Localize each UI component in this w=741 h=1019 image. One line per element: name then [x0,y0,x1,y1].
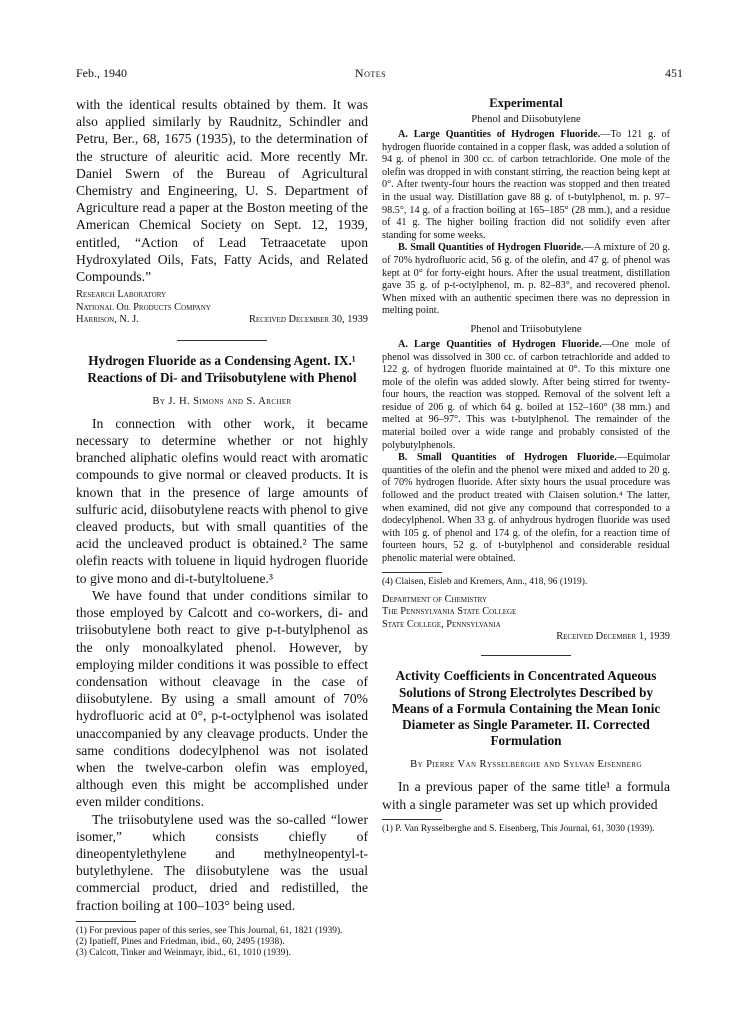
header-date: Feb., 1940 [76,66,127,80]
left-column [76,96,368,959]
address-block [76,289,368,326]
experimental-paragraph: B. Small Quantities of Hydrogen Fluoride.—A mixture of 20 g. of 70% hydrofluoric acid, 56 g. of the olefin, and 47 g. of phenol was kept at 0° for forty-eight hours. After the usual treatment, distillation gave 35 g. of p-t-octylphenol, m. p. 82–83°, and recovered phenol. When mixed with an authentic specimen there was no depression in melting point. [382,242,671,317]
continued-paragraph: with the identical results obtained by them. It was also applied similarly by Raudnitz, Schindler and Petru, Ber., 68, 1675 (1935), to the determination of the structure of aleuritic acid. More recently Mr. Daniel Swern of the Bureau of Agricultural Chemistry and Engineering, U. S. Department of Agriculture read a paper at the Boston meeting of the American Chemical Society on Sept. 12, 1939, entitled, “Action of Lead Tetraacetate upon Hydroxylated Oils, Fats, Fatty Acids, and Related Compounds.” [76,97,368,285]
footnote-rule [382,819,442,820]
article-title: Hydrogen Fluoride as a Condensing Agent. IX.¹ Reactions of Di- and Triisobutylene with Phenol [87,353,357,385]
address-line-with-received: Harrison, N. J. Received December 30, 1939 [76,314,368,326]
footnote: (3) Calcott, Tinker and Weinmayr, ibid., 61, 1010 (1939). [76,948,291,959]
header-section: Notes [354,66,387,80]
article-byline: By J. H. Simons and S. Archer [152,395,292,407]
footnote-rule [382,572,442,573]
article-byline: By Pierre Van Rysselberghe and Sylvan Eisenberg [410,759,642,771]
experimental-paragraph: A. Large Quantities of Hydrogen Fluoride.—To 121 g. of hydrogen fluoride contained in a copper flask, was added a solution of 94 g. of phenol in 300 cc. of carbon tetrachloride. One mole of the olefin was dropped in with constant stirring, the reaction being kept at 0°. After twenty-four hours the reaction was stopped and then treated in the usual way. Distillation gave 88 g. of t-butylphenol, m. p. 97–98.5°, 14 g. of a fraction boiling at 165–185° (28 mm.), and a residue of 41 g. The higher boiling fraction did not solidify even after standing for some weeks. [382,129,670,241]
footnote: (1) P. Van Rysselberghe and S. Eisenberg, This Journal, 61, 3030 (1939). [382,823,655,834]
experimental-paragraph: A. Large Quantities of Hydrogen Fluoride.—One mole of phenol was dissolved in 300 cc. of carbon tetrachloride and added to 122 g. of hydrogen fluoride maintained at 0°. To this mixture one mole of the olefin was added slowly. After being stirred for twenty-four hours, the reaction was stopped. Removal of the solvent left a residue of 206 g. of which 64 g. boiled at 152–160° (38 mm.) and melted at 96–97°. This was t-butylphenol. The remainder of the material boiled over a wide range and probably consisted of the polybutylphenols. [382,338,670,451]
section-rule [481,655,571,656]
header-page-number: 451 [665,66,683,80]
footnote-rule [76,921,136,922]
body-paragraph: We have found that under conditions similar to those employed by Calcott and co-workers, di- and triisobutylene both react to give p-t-butylphenol as the only monoalkylated phenol. However, by employing milder conditions it was possible to effect condensation without cleavage in the case of diisobutylene. By using a small amount of 70% hydrofluoric acid at 0°, p-t-octylphenol was isolated unaccompanied by any cleavage products. Under the same conditions dodecylphenol was not isolated when the twelve-carbon olefin was employed, although even this might be accomplished under even milder conditions. [76,587,368,810]
received-date: Received December 30, 1939 [249,314,368,326]
address-line: National Oil Products Company [76,301,211,313]
subheading: Phenol and Triisobutylene [470,323,582,335]
address-line: Department of Chemistry [382,593,487,605]
section-rule [177,340,267,341]
footnote: (2) Ipatieff, Pines and Friedman, ibid., 60, 2495 (1938). [76,936,285,947]
footnote: (1) For previous paper of this series, see This Journal, 61, 1821 (1939). [76,925,343,936]
body-paragraph: In a previous paper of the same title¹ a formula with a single parameter was set up which provided [382,779,670,812]
subheading: Phenol and Diisobutylene [471,114,581,125]
right-column [382,96,670,835]
body-paragraph: The triisobutylene used was the so-called “lower isomer,” which consists chiefly of dineopentylethylene and methylneopentyl-t-butylethylene. The diisobutylene was the usual commercial product, dried and redistilled, the fraction boiling at 100–103° being used. [76,811,368,913]
received-date: Received December 1, 1939 [556,631,670,643]
footnote: (4) Claisen, Eisleb and Kremers, Ann., 418, 96 (1919). [382,576,588,587]
body-paragraph: In connection with other work, it became necessary to determine whether or not highly branched aliphatic olefins would react with aromatic compounds to give normal or cleaved products. It is known that in the presence of large amounts of sulfuric acid, diisobutylene reacts with phenol to give cleaved products, but with small quantities of the acid the uncleaved product is obtained.² The same olefin reacts with toluene in liquid hydrogen fluoride to give mono and di-t-butyltoluene.³ [76,415,368,586]
address-line: State College, Pennsylvania [382,618,501,630]
experimental-paragraph: B. Small Quantities of Hydrogen Fluoride.—Equimolar quantities of the olefin and the phenol were mixed and added to 20 g. of 70% hydrogen fluoride. After sixty hours the usual procedure was followed and the product treated with Claisen solution.⁴ The latter, when examined, did not give any compound that corresponded to a dodecylphenol. When 33 g. of anhydrous hydrogen fluoride was used with 105 g. of phenol and 174 g. of the olefin, for a reaction time of fourteen hours, 52 g. of t-butylphenol and considerable residual phenolic material were obtained. [382,452,670,564]
article-title: Activity Coefficients in Concentrated Aqueous Solutions of Strong Electrolytes Described by Means of a Formula Containing the Mean Ionic Diameter as Single Parameter. II. Corrected Formulation [391,668,661,749]
address-line: Research Laboratory [76,289,167,301]
section-heading-experimental: Experimental [489,96,563,110]
address-block [382,594,670,644]
address-line: The Pennsylvania State College [382,606,517,618]
